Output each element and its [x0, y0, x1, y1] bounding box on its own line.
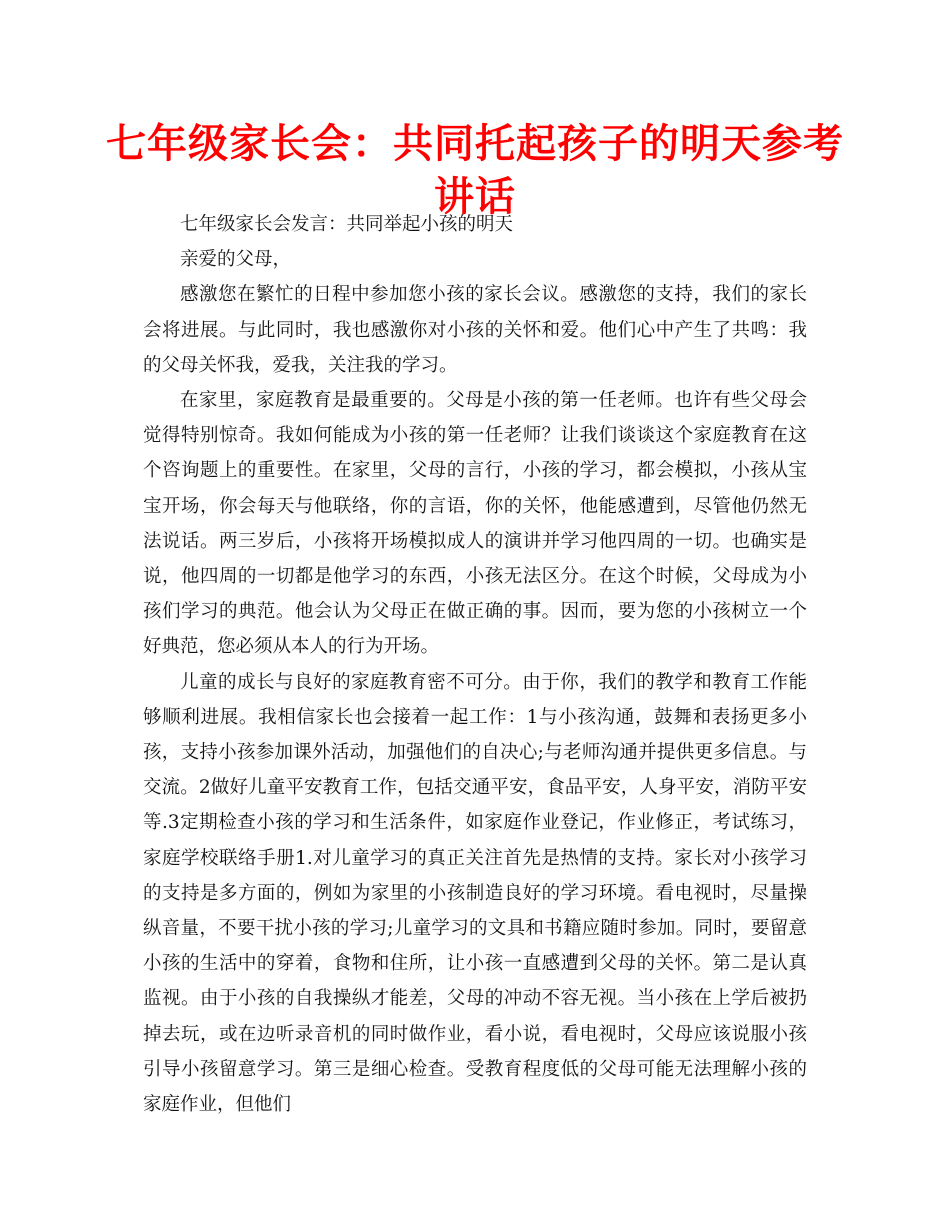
greeting-line: 亲爱的父母， — [180, 249, 292, 271]
subtitle-line: 七年级家长会发言：共同举起小孩的明天 — [180, 214, 514, 235]
paragraph: 感激您在繁忙的日程中参加您小孩的家长会议。感激您的支持，我们的家长会将进展。与此同时，我也感激你对小孩的关怀和爱。他们心中产生了共鸣：我的父母关怀我，爱我，关注我的学习。 — [143, 284, 807, 376]
document-body — [143, 207, 807, 1122]
paragraph: 在家里，家庭教育是最重要的。父母是小孩的第一任老师。也许有些父母会觉得特别惊奇。我如何能成为小孩的第一任老师？让我们谈谈这个家庭教育在这个咨询题上的重要性。在家里，父母的言行，小孩的学习，都会模拟，小孩从宝宝开场，你会每天与他联络，你的言语，你的关怀，他能感遭到，尽管他仍然无法说话。两三岁后，小孩将开场模拟成人的演讲并学习他四周的一切。也确实是说，他四周的一切都是他学习的东西，小孩无法区分。在这个时候，父母成为小孩们学习的典范。他会认为父母正在做正确的事。因而，要为您的小孩树立一个好典范，您必须从本人的行为开场。 — [143, 390, 807, 658]
paragraph: 儿童的成长与良好的家庭教育密不可分。由于你，我们的教学和教育工作能够顺利进展。我相信家长也会接着一起工作：1与小孩沟通，鼓舞和表扬更多小孩，支持小孩参加课外活动，加强他们的自决心;与老师沟通并提供更多信息。与交流。2做好儿童平安教育工作，包括交通平安，食品平安，人身平安，消防平安等.3定期检查小孩的学习和生活条件，如家庭作业登记，作业修正，考试练习，家庭学校联络手册1.对儿童学习的真正关注首先是热情的支持。家长对小孩学习的支持是多方面的，例如为家里的小孩制造良好的学习环境。看电视时，尽量操纵音量，不要干扰小孩的学习;儿童学习的文具和书籍应随时参加。同时，要留意小孩的生活中的穿着，食物和住所，让小孩一直感遭到父母的关怀。第二是认真监视。由于小孩的自我操纵才能差，父母的冲动不容无视。当小孩在上学后被扔掉去玩，或在边听录音机的同时做作业，看小说，看电视时，父母应该说服小孩引导小孩留意学习。第三是细心检查。受教育程度低的父母可能无法理解小孩的家庭作业，但他们 — [143, 671, 807, 1116]
document-title: 七年级家长会：共同托起孩子的明天参考讲话 — [106, 121, 844, 220]
